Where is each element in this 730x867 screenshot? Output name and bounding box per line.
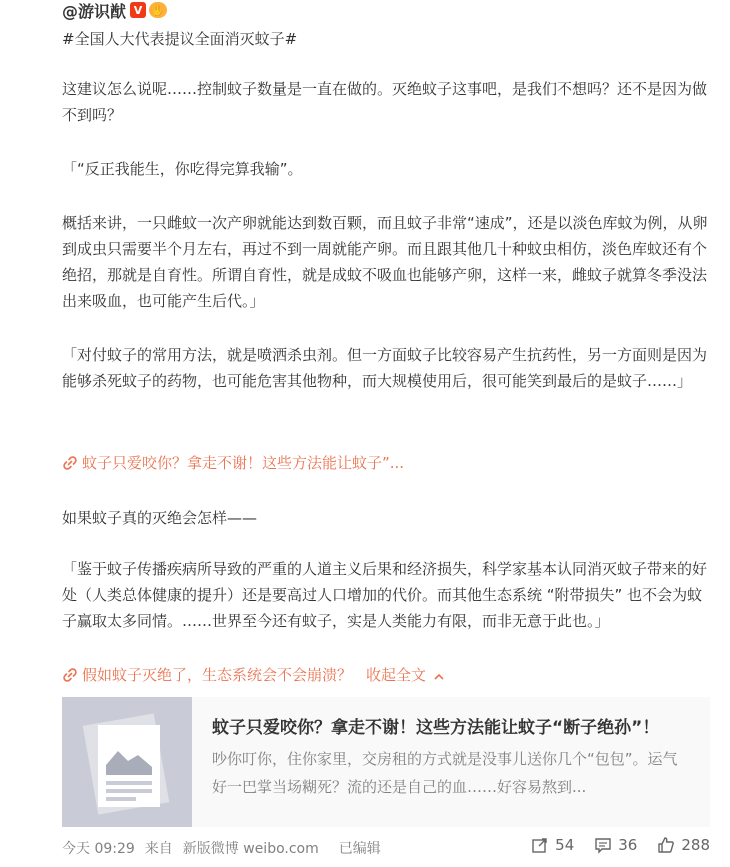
edited-label[interactable]: 已编辑: [338, 841, 381, 857]
article-thumbnail: [62, 697, 192, 827]
post-source[interactable]: 新版微博 weibo.com: [182, 841, 319, 857]
comment-count: 36: [618, 836, 638, 854]
article-card-description: 吵你叮你，住你家里，交房租的方式就是没事儿送你几个“包包”。运气好一巴掌当场糊死？流的还是自己的血……好容易熬到...: [212, 750, 678, 796]
paragraph-quote-4: 「鉴于蚊子传播疾病所导致的严重的人道主义后果和经济损失，科学家基本认同消灭蚊子带来的好处（人类总体健康的提升）还是要高过人口增加的代价。而其他生态系统 “附带损失” 也不会为蚊子赢取太多同情。……世界至今还有蚊子，实是人类能力有限，而非无意于此也。」: [62, 560, 708, 630]
paragraph-quote-3: 「对付蚊子的常用方法，就是喷洒杀虫剂。但一方面蚊子比较容易产生抗药性，另一方面则是因为能够杀死蚊子的药物，也可能危害其他物种，而大规模使用后，很可能笑到最后的是蚊子……」: [62, 346, 708, 390]
article-link-2[interactable]: [62, 664, 446, 686]
paragraph-quote-1: 「“反正我能生，你吃得完算我输”。: [62, 160, 303, 178]
like-count: 288: [681, 836, 710, 854]
paragraph-intro: 这建议怎么说呢……控制蚊子数量是一直在做的。灭绝蚊子这事吧，是我们不想吗？还不是因为做不到吗？: [62, 80, 708, 124]
comment-button[interactable]: [594, 836, 637, 854]
post-meta: [62, 838, 381, 858]
article-link-1-text: 蚊子只爱咬你？拿走不谢！这些方法能让蚊子”...: [82, 454, 405, 472]
hand-badge-icon: ✋: [149, 2, 167, 18]
like-button[interactable]: [657, 836, 710, 854]
article-card[interactable]: [62, 697, 710, 827]
article-link-1[interactable]: [62, 452, 404, 474]
article-card-title: 蚊子只爱咬你？拿走不谢！这些方法能让蚊子“断子绝孙”！: [212, 718, 660, 738]
topic-link[interactable]: #全国人大代表提议全面消灭蚊子#: [62, 30, 298, 48]
article-link-2-text: 假如蚊子灭绝了，生态系统会不会崩溃？: [82, 666, 353, 684]
chevron-up-icon[interactable]: [432, 668, 446, 682]
link-icon: [62, 455, 78, 471]
link-icon: [62, 667, 78, 683]
paragraph-question: 如果蚊子真的灭绝会怎样——: [62, 509, 258, 527]
repost-icon: [531, 836, 549, 854]
collapse-button[interactable]: 收起全文: [366, 666, 427, 684]
post-actions: [511, 836, 710, 854]
source-prefix: 来自: [144, 841, 173, 857]
paragraph-quote-2: 概括来讲，一只雌蚊一次产卵就能达到数百颗，而且蚊子非常“速成”，还是以淡色库蚊为例，从卵到成虫只需要半个月左右，再过不到一周就能产卵。而且跟其他几十种蚊虫相仿，淡色库蚊还有个绝招，那就是自育性。所谓自育性，就是成蚊不吸血也能够产卵，这样一来，雌蚊子就算冬季没法出来吸血，也可能产生后代。」: [62, 214, 708, 310]
author-name[interactable]: @游识猷: [62, 1, 127, 21]
author-header: [62, 0, 167, 20]
repost-button[interactable]: [531, 836, 574, 854]
verified-badge-icon: V: [130, 2, 146, 18]
comment-icon: [594, 836, 612, 854]
post-time[interactable]: 今天 09:29: [62, 841, 135, 857]
repost-count: 54: [555, 836, 575, 854]
thumbs-up-icon: [657, 836, 675, 854]
